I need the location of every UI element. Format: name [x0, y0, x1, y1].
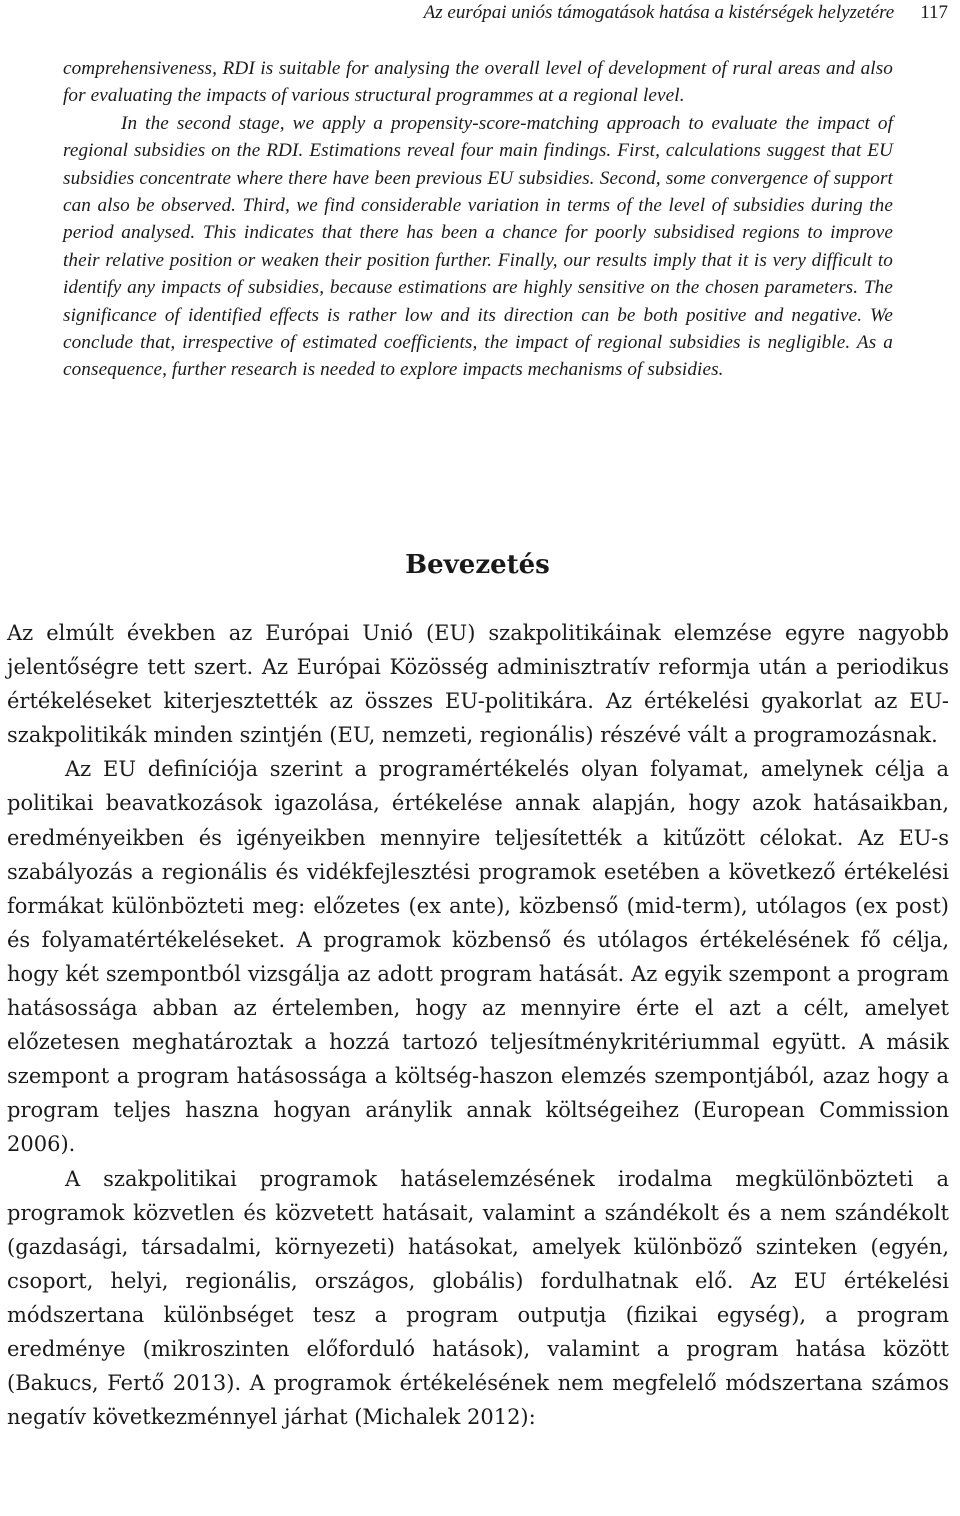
- body-paragraph: Az elmúlt években az Európai Unió (EU) szakpolitikáinak elemzése egyre nagyobb jelentőségre tett szert. Az Európai Közösség adminisztratív reformja után a periodikus értékeléseket kiterjesztették az összes EU-politikára. Az értékelési gyakorlat az EU-szakpolitikák minden szintjén (EU, nemzeti, regionális) részévé vált a programozásnak.: [7, 621, 949, 748]
- english-abstract: [63, 55, 893, 384]
- abstract-paragraph: In the second stage, we apply a propensity-score-matching approach to evaluate the impact of regional subsidies on the RDI. Estimations reveal four main findings. First, calculations suggest that EU subsidies concentrate where there have been previous EU subsidies. Second, some convergence of support can also be observed. Third, we find considerable variation in terms of the level of subsidies during the period analysed. This indicates that there has been a chance for poorly subsidised regions to improve their relative position or weaken their position further. Finally, our results imply that it is very difficult to identify any impacts of subsidies, because estimations are highly sensitive on the chosen parameters. The significance of identified effects is rather low and its direction can be both positive and negative. We conclude that, irrespective of estimated coefficients, the impact of regional subsidies is negligible. As a consequence, further research is needed to explore impacts mechanisms of subsidies.: [63, 112, 893, 381]
- page-number: 117: [920, 2, 948, 23]
- abstract-paragraph: comprehensiveness, RDI is suitable for analysing the overall level of development of rural areas and also for evaluating the impacts of various structural programmes at a regional level.: [63, 58, 893, 107]
- section-body: [7, 616, 949, 1434]
- body-paragraph: Az EU definíciója szerint a programértékelés olyan folyamat, amelynek célja a politikai beavatkozások igazolása, értékelése annak alapján, hogy azok hatásaikban, eredményeikben és igényeikben mennyire teljesítették a kitűzött célokat. Az EU-s szabályozás a regionális és vidékfejlesztési programok esetében a következő értékelési formákat különbözteti meg: előzetes (ex ante), közbenső (mid-term), utólagos (ex post) és folyamatértékeléseket. A programok közbenső és utólagos értékelésének fő célja, hogy két szempontból vizsgálja az adott program hatását. Az egyik szempont a program hatásossága abban az értelemben, hogy az mennyire érte el azt a célt, amelyet előzetesen meghatároztak a hozzá tartozó teljesítménykritériummal együtt. A másik szempont a program hatásossága a költség-haszon elemzés szempontjából, azaz hogy a program teljes haszna hogyan aránylik annak költségeihez (European Commission 2006).: [7, 757, 949, 1157]
- running-title: Az európai uniós támogatások hatása a kistérségek helyzetére: [423, 2, 895, 23]
- running-header: [0, 2, 948, 26]
- body-paragraph: A szakpolitikai programok hatáselemzésének irodalma megkülönbözteti a programok közvetlen és közvetett hatásait, valamint a szándékolt és a nem szándékolt (gazdasági, társadalmi, környezeti) hatásokat, amelyek különböző szinteken (egyén, csoport, helyi, regionális, országos, globális) fordulhatnak elő. Az EU értékelési módszertana különbséget tesz a program outputja (fizikai egység), a program eredménye (mikroszinten előforduló hatások), valamint a program hatása között (Bakucs, Fertő 2013). A programok értékelésének nem megfelelő módszertana számos negatív következménnyel járhat (Michalek 2012):: [7, 1166, 949, 1430]
- section-heading: Bevezetés: [405, 550, 550, 580]
